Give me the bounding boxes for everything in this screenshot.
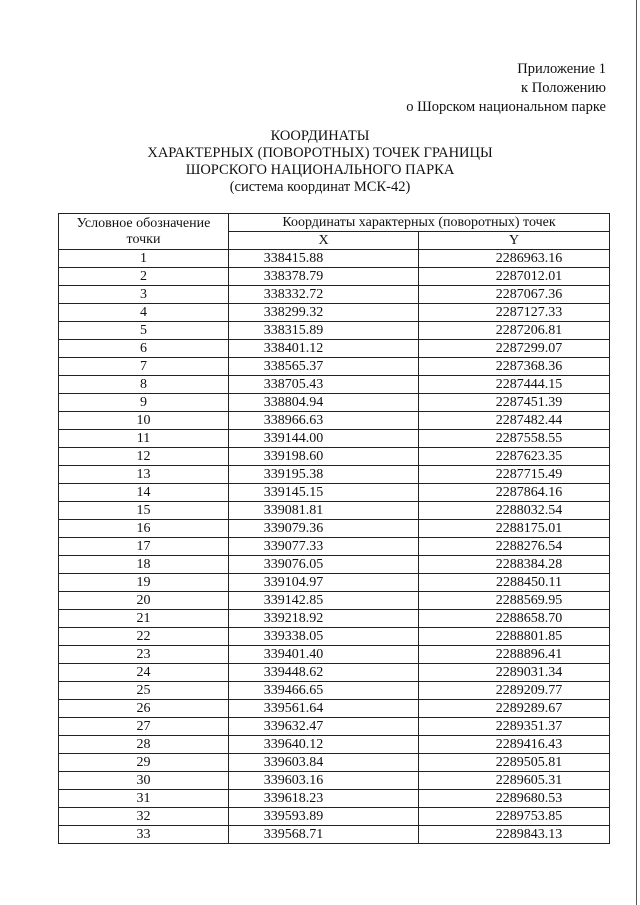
table-row: [59, 808, 610, 826]
appendix-line-1: Приложение 1: [517, 61, 606, 77]
y-coordinate-cell: 2289289.67: [419, 700, 610, 718]
y-coordinate-cell: 2289351.37: [419, 718, 610, 736]
y-coordinate-cell: 2289680.53: [419, 790, 610, 808]
table-row: [59, 772, 610, 790]
table-row: [59, 646, 610, 664]
y-coordinate-cell: 2289505.81: [419, 754, 610, 772]
point-number-cell: 4: [59, 304, 229, 322]
y-coordinate-cell: 2287206.81: [419, 322, 610, 340]
point-number-cell: 24: [59, 664, 229, 682]
table-row: [59, 268, 610, 286]
point-number-cell: 3: [59, 286, 229, 304]
point-number-cell: 5: [59, 322, 229, 340]
table-row: [59, 754, 610, 772]
x-coordinate-cell: 338705.43: [229, 376, 419, 394]
x-coordinate-cell: 339081.81: [229, 502, 419, 520]
table-row: [59, 250, 610, 268]
point-number-cell: 10: [59, 412, 229, 430]
y-coordinate-cell: 2288569.95: [419, 592, 610, 610]
point-number-cell: 22: [59, 628, 229, 646]
x-coordinate-cell: 339618.23: [229, 790, 419, 808]
x-coordinate-cell: 339448.62: [229, 664, 419, 682]
x-coordinate-cell: 339079.36: [229, 520, 419, 538]
table-row: [59, 484, 610, 502]
y-coordinate-cell: 2289753.85: [419, 808, 610, 826]
y-coordinate-cell: 2288032.54: [419, 502, 610, 520]
point-number-cell: 18: [59, 556, 229, 574]
y-coordinate-cell: 2287864.16: [419, 484, 610, 502]
y-coordinate-cell: 2288896.41: [419, 646, 610, 664]
table-row: [59, 790, 610, 808]
point-number-cell: 28: [59, 736, 229, 754]
y-coordinate-cell: 2289843.13: [419, 826, 610, 844]
point-number-cell: 11: [59, 430, 229, 448]
x-coordinate-cell: 339338.05: [229, 628, 419, 646]
x-coordinate-cell: 339218.92: [229, 610, 419, 628]
x-coordinate-cell: 339104.97: [229, 574, 419, 592]
x-coordinate-cell: 339145.15: [229, 484, 419, 502]
x-coordinate-cell: 338299.32: [229, 304, 419, 322]
table-row: [59, 574, 610, 592]
y-coordinate-cell: 2287368.36: [419, 358, 610, 376]
y-coordinate-cell: 2287482.44: [419, 412, 610, 430]
y-coordinate-cell: 2288276.54: [419, 538, 610, 556]
y-coordinate-cell: 2287127.33: [419, 304, 610, 322]
y-coordinate-cell: 2287623.35: [419, 448, 610, 466]
table-row: [59, 304, 610, 322]
y-coordinate-cell: 2289031.34: [419, 664, 610, 682]
point-number-cell: 6: [59, 340, 229, 358]
y-coordinate-cell: 2288175.01: [419, 520, 610, 538]
y-coordinate-cell: 2288801.85: [419, 628, 610, 646]
point-number-cell: 33: [59, 826, 229, 844]
heading-line-1: КООРДИНАТЫ: [270, 128, 370, 144]
coords-column-header: Координаты характерных (поворотных) точек: [229, 214, 610, 232]
x-coordinate-cell: 338804.94: [229, 394, 419, 412]
point-number-cell: 32: [59, 808, 229, 826]
table-row: [59, 628, 610, 646]
table-row: [59, 538, 610, 556]
x-coordinate-cell: 339568.71: [229, 826, 419, 844]
x-coordinate-cell: 339195.38: [229, 466, 419, 484]
point-number-cell: 9: [59, 394, 229, 412]
point-number-cell: 13: [59, 466, 229, 484]
point-number-cell: 8: [59, 376, 229, 394]
y-coordinate-cell: 2288384.28: [419, 556, 610, 574]
table-row: [59, 718, 610, 736]
x-coordinate-cell: 338378.79: [229, 268, 419, 286]
table-row: [59, 358, 610, 376]
y-coordinate-cell: 2287067.36: [419, 286, 610, 304]
x-coordinate-cell: 339632.47: [229, 718, 419, 736]
point-number-cell: 20: [59, 592, 229, 610]
appendix-line-3: о Шорском национальном парке: [406, 99, 606, 115]
x-coordinate-cell: 339144.00: [229, 430, 419, 448]
table-row: [59, 322, 610, 340]
point-column-header: [59, 214, 229, 250]
point-number-cell: 21: [59, 610, 229, 628]
x-column-header: X: [229, 232, 419, 250]
table-row: [59, 430, 610, 448]
table-row: [59, 826, 610, 844]
table-row: [59, 664, 610, 682]
point-number-cell: 31: [59, 790, 229, 808]
heading-line-3: ШОРСКОГО НАЦИОНАЛЬНОГО ПАРКА: [185, 162, 455, 178]
table-row: [59, 412, 610, 430]
table-row: [59, 448, 610, 466]
point-number-cell: 27: [59, 718, 229, 736]
point-number-cell: 17: [59, 538, 229, 556]
x-coordinate-cell: 339076.05: [229, 556, 419, 574]
x-coordinate-cell: 339593.89: [229, 808, 419, 826]
y-coordinate-cell: 2287444.15: [419, 376, 610, 394]
y-coordinate-cell: 2287012.01: [419, 268, 610, 286]
point-number-cell: 14: [59, 484, 229, 502]
y-coordinate-cell: 2287558.55: [419, 430, 610, 448]
table-body: [59, 250, 610, 844]
point-number-cell: 23: [59, 646, 229, 664]
x-coordinate-cell: 339198.60: [229, 448, 419, 466]
coordinates-table: [58, 213, 610, 844]
table-row: [59, 610, 610, 628]
scan-edge-line: [636, 0, 637, 905]
y-coordinate-cell: 2289416.43: [419, 736, 610, 754]
heading-line-2: ХАРАКТЕРНЫХ (ПОВОРОТНЫХ) ТОЧЕК ГРАНИЦЫ: [147, 145, 493, 161]
point-number-cell: 12: [59, 448, 229, 466]
x-coordinate-cell: 339561.64: [229, 700, 419, 718]
point-number-cell: 25: [59, 682, 229, 700]
y-column-header: Y: [419, 232, 610, 250]
x-coordinate-cell: 339401.40: [229, 646, 419, 664]
document-heading: [0, 128, 640, 196]
heading-line-4: (система координат МСК-42): [229, 179, 411, 195]
x-coordinate-cell: 338315.89: [229, 322, 419, 340]
y-coordinate-cell: 2287715.49: [419, 466, 610, 484]
point-number-cell: 15: [59, 502, 229, 520]
y-coordinate-cell: 2288450.11: [419, 574, 610, 592]
table-row: [59, 520, 610, 538]
point-header-line-2: точки: [126, 231, 161, 247]
table-row: [59, 556, 610, 574]
table-row: [59, 736, 610, 754]
x-coordinate-cell: 339640.12: [229, 736, 419, 754]
y-coordinate-cell: 2289209.77: [419, 682, 610, 700]
x-coordinate-cell: 338415.88: [229, 250, 419, 268]
point-number-cell: 2: [59, 268, 229, 286]
table-row: [59, 682, 610, 700]
x-coordinate-cell: 339466.65: [229, 682, 419, 700]
table-header: [59, 214, 610, 250]
point-number-cell: 7: [59, 358, 229, 376]
x-coordinate-cell: 338332.72: [229, 286, 419, 304]
x-coordinate-cell: 339603.84: [229, 754, 419, 772]
table-row: [59, 592, 610, 610]
appendix-note: [406, 60, 606, 117]
y-coordinate-cell: 2288658.70: [419, 610, 610, 628]
table-row: [59, 502, 610, 520]
point-number-cell: 30: [59, 772, 229, 790]
x-coordinate-cell: 338565.37: [229, 358, 419, 376]
x-coordinate-cell: 339142.85: [229, 592, 419, 610]
x-coordinate-cell: 339603.16: [229, 772, 419, 790]
y-coordinate-cell: 2289605.31: [419, 772, 610, 790]
table-row: [59, 376, 610, 394]
point-header-line-1: Условное обозначение: [76, 215, 211, 231]
y-coordinate-cell: 2286963.16: [419, 250, 610, 268]
point-number-cell: 26: [59, 700, 229, 718]
table-row: [59, 340, 610, 358]
point-number-cell: 16: [59, 520, 229, 538]
y-coordinate-cell: 2287451.39: [419, 394, 610, 412]
table-row: [59, 286, 610, 304]
table-row: [59, 394, 610, 412]
table-row: [59, 700, 610, 718]
y-coordinate-cell: 2287299.07: [419, 340, 610, 358]
x-coordinate-cell: 338401.12: [229, 340, 419, 358]
point-number-cell: 19: [59, 574, 229, 592]
point-number-cell: 1: [59, 250, 229, 268]
x-coordinate-cell: 338966.63: [229, 412, 419, 430]
point-number-cell: 29: [59, 754, 229, 772]
table-row: [59, 466, 610, 484]
x-coordinate-cell: 339077.33: [229, 538, 419, 556]
appendix-line-2: к Положению: [521, 80, 606, 96]
